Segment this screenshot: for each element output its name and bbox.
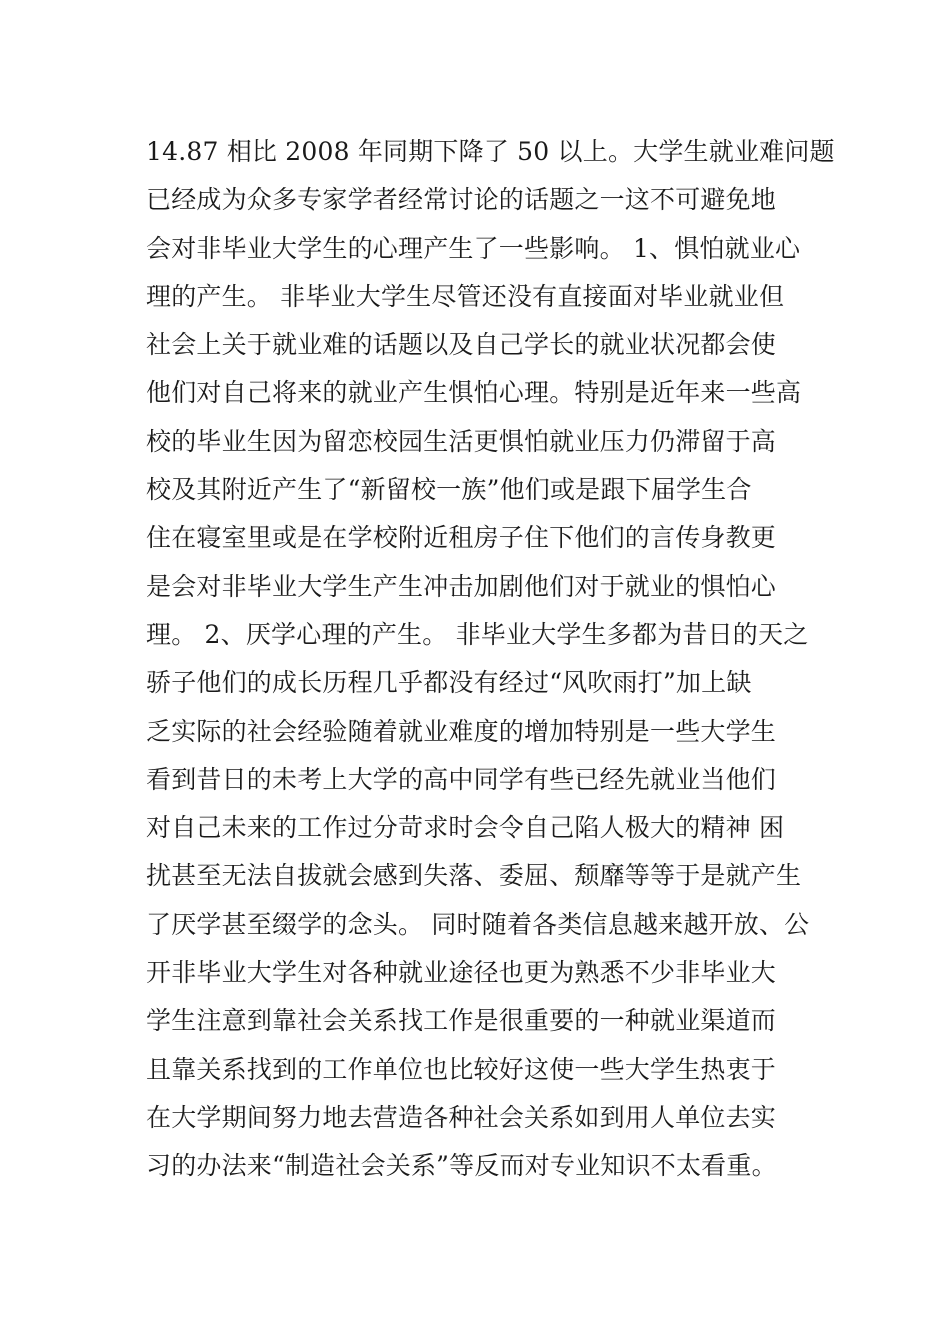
text-line: 乏实际的社会经验随着就业难度的增加特别是一些大学生 (146, 716, 777, 746)
text-line: 是会对非毕业大学生产生冲击加剧他们对于就业的惧怕心 (146, 571, 777, 601)
body-text (146, 128, 835, 1191)
text-line: 理。 2、厌学心理的产生。 非毕业大学生多都为昔日的天之 (146, 619, 809, 649)
text-line: 会对非毕业大学生的心理产生了一些影响。 1、惧怕就业心 (146, 233, 801, 263)
text-line: 对自己未来的工作过分苛求时会令自己陷人极大的精神 困 (146, 813, 785, 843)
text-line: 学生注意到靠社会关系找工作是很重要的一种就业渠道而 (146, 1006, 777, 1036)
text-line: 习的办法来“制造社会关系”等反而对专业知识不太看重。 (146, 1151, 777, 1181)
text-line: 看到昔日的未考上大学的高中同学有些已经先就业当他们 (146, 764, 777, 794)
text-line: 校及其附近产生了“新留校一族”他们或是跟下届学生合 (146, 475, 752, 505)
text-line: 且靠关系找到的工作单位也比较好这使一些大学生热衷于 (146, 1054, 777, 1084)
text-line: 开非毕业大学生对各种就业途径也更为熟悉不少非毕业大 (146, 958, 777, 988)
text-line: 在大学期间努力地去营造各种社会关系如到用人单位去实 (146, 1102, 777, 1132)
text-line: 理的产生。 非毕业大学生尽管还没有直接面对毕业就业但 (146, 281, 785, 311)
text-line: 骄子他们的成长历程几乎都没有经过“风吹雨打”加上缺 (146, 668, 752, 698)
text-line: 住在寝室里或是在学校附近租房子住下他们的言传身教更 (146, 523, 777, 553)
text-line: 14.87 相比 2008 年同期下降了 50 以上。大学生就业难问题 (146, 137, 835, 166)
text-line: 校的毕业生因为留恋校园生活更惧怕就业压力仍滞留于高 (146, 426, 777, 456)
text-line: 社会上关于就业难的话题以及自己学长的就业状况都会使 (146, 330, 777, 360)
text-line: 了厌学甚至缀学的念头。 同时随着各类信息越来越开放、公 (146, 909, 810, 939)
text-line: 已经成为众多专家学者经常讨论的话题之一这不可避免地 (146, 185, 777, 215)
text-line: 他们对自己将来的就业产生惧怕心理。特别是近年来一些高 (146, 378, 802, 408)
text-line: 扰甚至无法自拔就会感到失落、委屈、颓靡等等于是就产生 (146, 861, 802, 891)
